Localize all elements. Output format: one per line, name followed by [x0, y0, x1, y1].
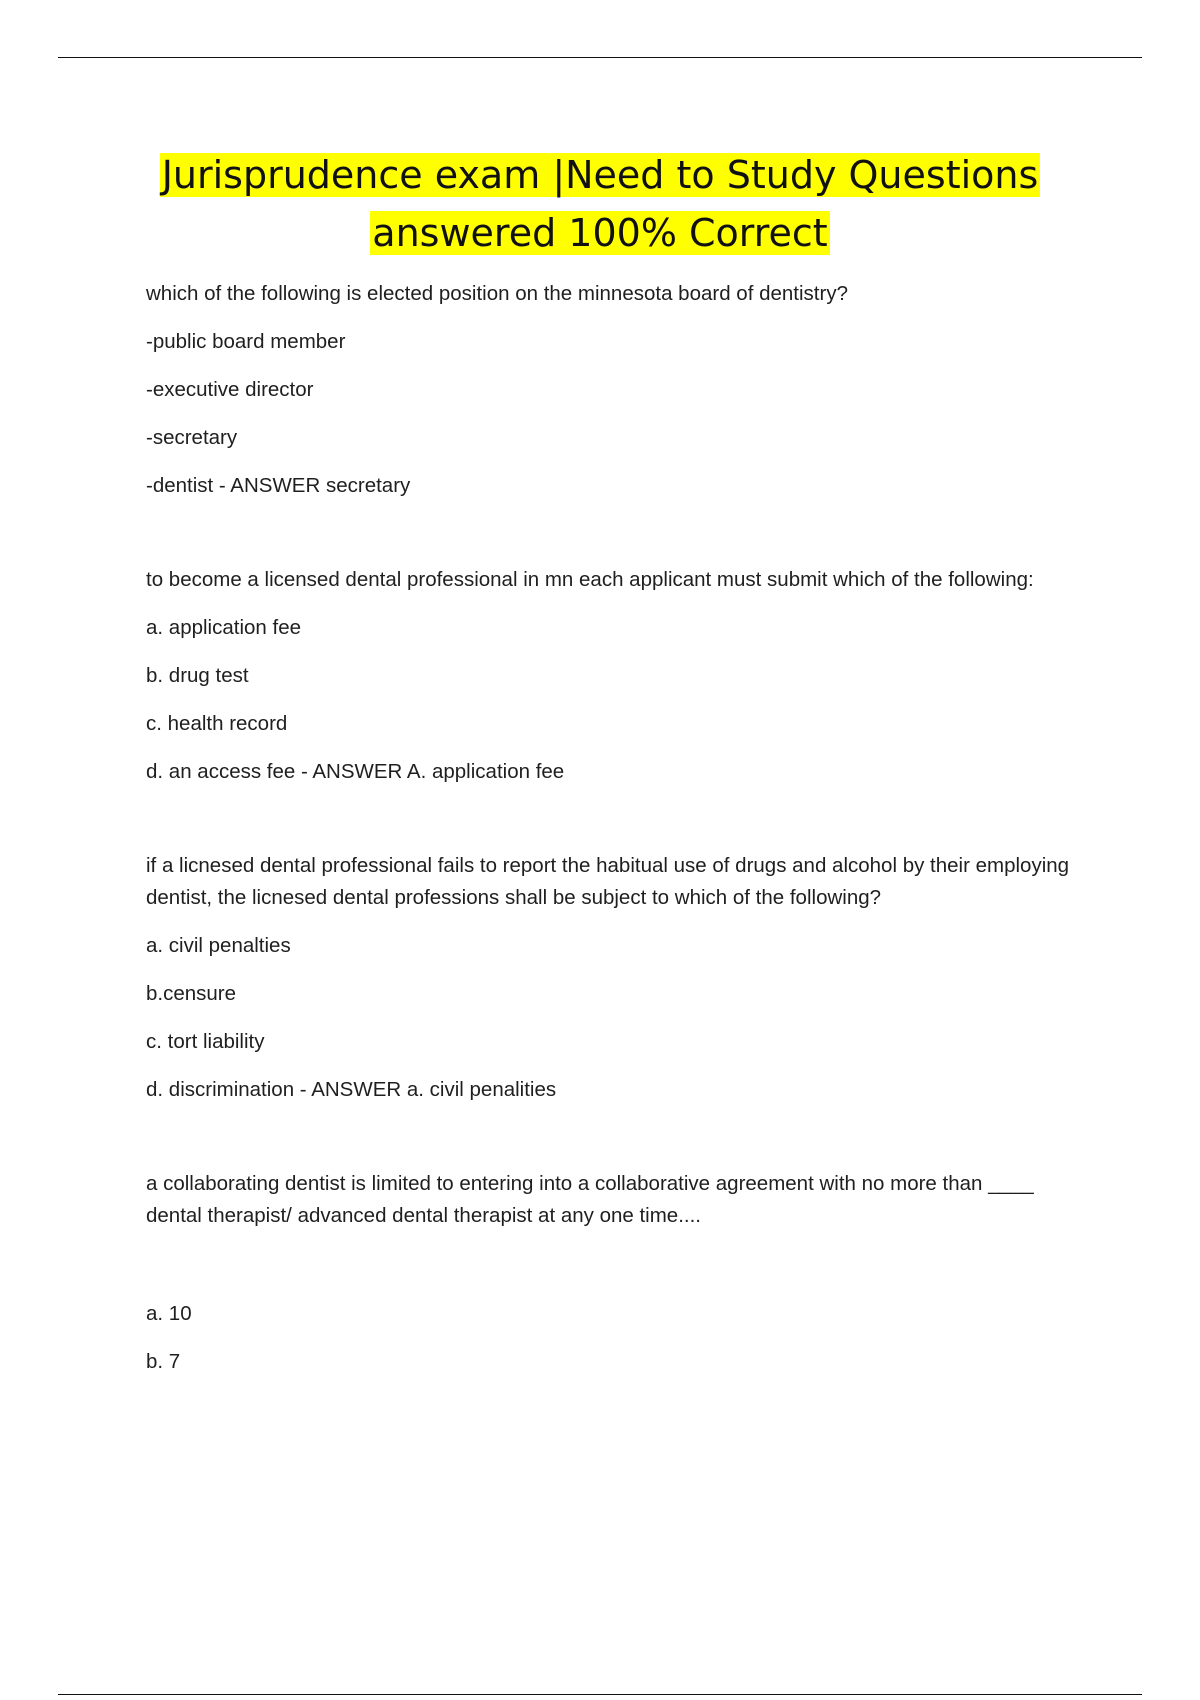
question-text: which of the following is elected position on the minnesota board of dentistry?: [146, 282, 848, 305]
question-block-3: [146, 850, 1086, 1106]
question-block-2: [146, 564, 1086, 788]
option-line: -executive director: [146, 378, 314, 401]
footer-rule: [58, 1694, 1142, 1695]
option-answer-line: d. discrimination - ANSWER a. civil penalities: [146, 1078, 557, 1101]
question-block-4: [146, 1168, 1086, 1378]
option-line: -secretary: [146, 426, 238, 449]
question-list: [146, 278, 1086, 1440]
option-line: b. drug test: [146, 664, 249, 687]
question-block-1: [146, 278, 1086, 502]
title-line-1: Jurisprudence exam |Need to Study Questions: [161, 153, 1039, 197]
option-line: -public board member: [146, 330, 346, 353]
option-answer-line: -dentist - ANSWER secretary: [146, 474, 411, 497]
question-text: to become a licensed dental professional in mn each applicant must submit which of the following:: [146, 568, 1034, 591]
option-line: a. application fee: [146, 616, 302, 639]
option-answer-line: d. an access fee - ANSWER A. application fee: [146, 760, 565, 783]
document-title: [0, 146, 1200, 262]
spacer: [146, 1248, 1086, 1298]
option-line: c. health record: [146, 712, 288, 735]
question-text: if a licnesed dental professional fails to report the habitual use of drugs and alcohol by their employing dentist, the licnesed dental professions shall be subject to which of the following?: [146, 854, 1070, 909]
option-line: c. tort liability: [146, 1030, 265, 1053]
header-rule: [58, 57, 1142, 58]
title-line-2: answered 100% Correct: [372, 211, 828, 255]
question-text: a collaborating dentist is limited to entering into a collaborative agreement with no more than ____ dental therapist/ advanced dental therapist at any one time....: [146, 1172, 1034, 1227]
option-line: b. 7: [146, 1350, 181, 1373]
option-line: a. 10: [146, 1302, 192, 1325]
option-line: a. civil penalties: [146, 934, 291, 957]
option-line: b.censure: [146, 982, 237, 1005]
